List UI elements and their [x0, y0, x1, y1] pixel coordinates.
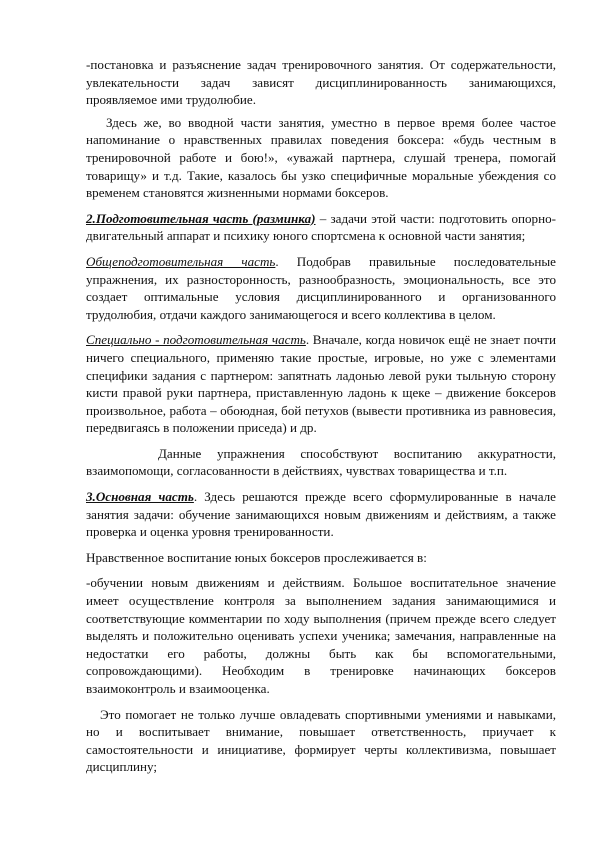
paragraph-moral-education: Нравственное воспитание юных боксеров прослеживается в:: [86, 549, 427, 565]
paragraph-main-part-text: . Здесь решаются прежде всего сформулированные в начале занятия задачи: обучение занимающихся новым движениям и действиям, а также проверка и оценка уровня тренированности.: [86, 489, 556, 540]
paragraph-special-prep: [86, 331, 556, 437]
paragraph-benefits: Это помогает не только лучше овладевать спортивными умениями и навыками, но и воспитывает внимание, повышает ответственность, приучает к самостоятельности и инициативе, формирует черты коллективизма, повышает дисциплину;: [86, 706, 556, 775]
section-heading-special-prep: Специально - подготовительная часть: [86, 332, 306, 348]
paragraph-moral-rules: Здесь же, во вводной части занятия, уместно в первое время более частое напоминание о нравственных правилах поведения боксера: «будь честным в тренировочной работе и бою!», «уважай партнера, слушай тренера, помогай товарищу» и т.д. Такие, казалось бы узко специфичные моральные убеждения со временем становятся жизненными нормами боксеров.: [86, 114, 556, 201]
paragraph-main-part: [86, 488, 556, 541]
document-body: [86, 56, 556, 781]
paragraph-warmup-text: – задачи этой части: подготовить опорно-двигательный аппарат и психику юного спортсмена к основной части занятия;: [86, 210, 557, 244]
section-heading-warmup: 2.Подготовительная часть (разминка): [86, 210, 316, 226]
paragraph-task-setting: -постановка и разъяснение задач тренировочного занятия. От содержательности, увлекательности задач зависят дисциплинированность занимающихся, проявляемое ими трудолюбие.: [86, 57, 556, 108]
section-heading-general-prep: Общеподготовительная часть: [86, 253, 276, 269]
paragraph-exercises-benefit: Данные упражнения способствуют воспитанию аккуратности, взаимопомощи, согласованности в действиях, чувствах товарищества и т.п.: [86, 445, 556, 479]
paragraph-general-prep: [86, 253, 556, 323]
paragraph-general-prep-text: . Подобрав правильные последовательные упражнения, их разносторонность, разнообразность, эмоциональность, все это создает оптимальные условия дисциплинированного и организованного трудолюбия, отдачи каждого занимающегося и всего коллектива в целом.: [86, 253, 556, 322]
paragraph-warmup: [86, 210, 556, 245]
section-heading-main-part: 3.Основная часть: [86, 489, 194, 505]
paragraph-learning-movements: -обучении новым движениям и действиям. Большое воспитательное значение имеет осуществление контроля за выполнением задания занимающимися и соответствующие комментарии по ходу выполнения (причем прежде всего следует выделять и положительно оценивать успехи ученика; замечания, направленные на недостатки его работы, должны быть как бы вспомогательными, сопровождающими). Необходим в тренировке начинающих боксеров взаимоконтроль и взаимооценка.: [86, 575, 556, 696]
paragraph-special-prep-text: . Вначале, когда новичок ещё не знает почти ничего специального, применяю такие простые, игровые, но уже с элементами специфики задания с партнером: запятнать ладонью левой руки тыльную сторону кисти правой руки партнера, приставленную ладонь к щеке – движение боксеров произвольное, работа – обоюдная, бой петухов (вывести противника из равновесия, передвигаясь в положении приседа) и др.: [86, 332, 556, 436]
